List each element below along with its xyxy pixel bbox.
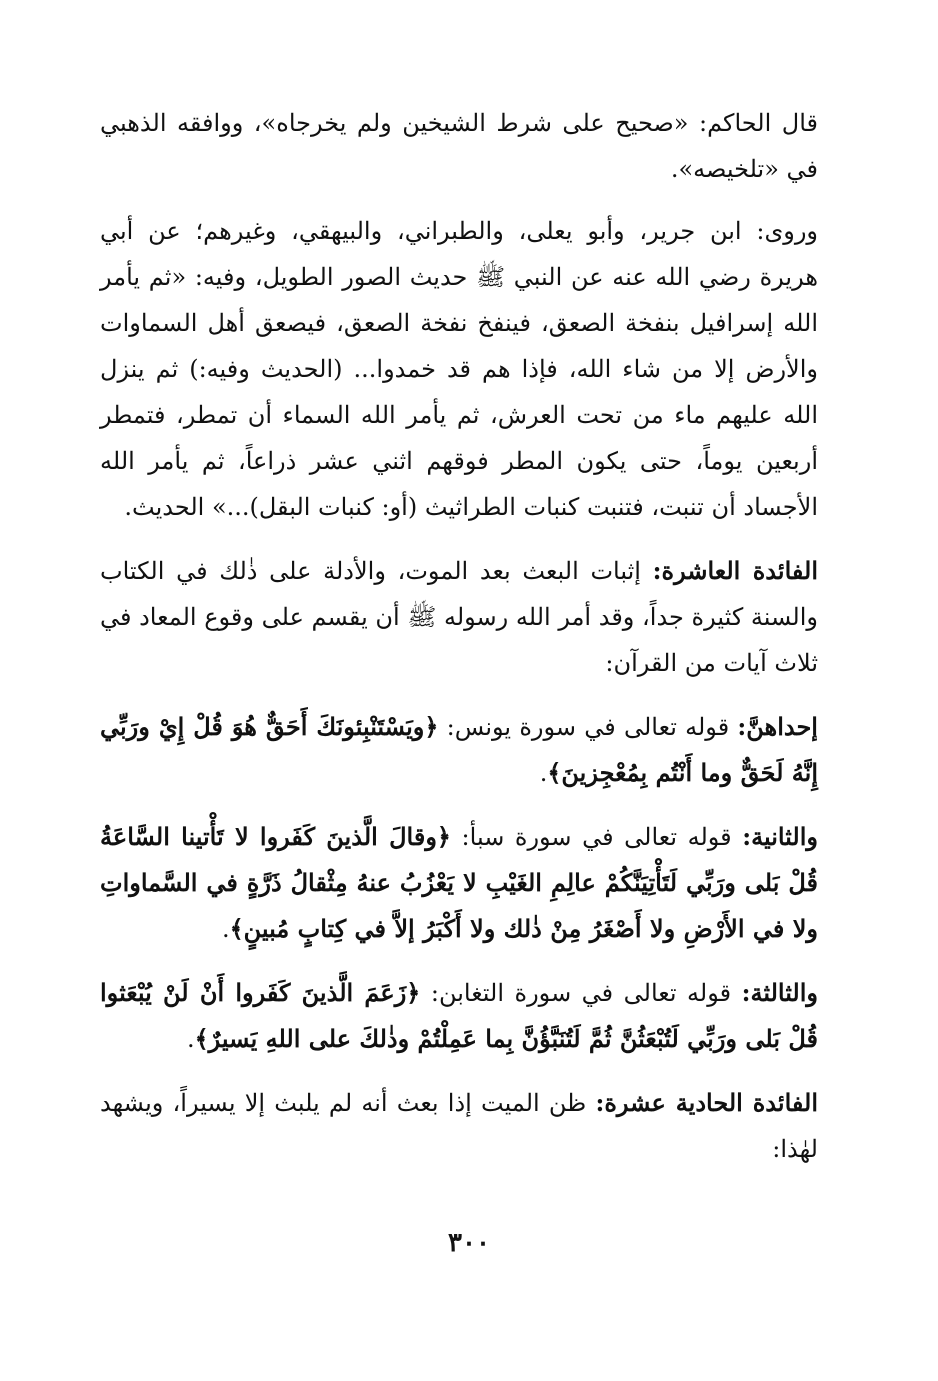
paragraph-text: قوله تعالى في سورة التغابن:	[420, 979, 742, 1007]
paragraph-tail: .	[186, 1025, 195, 1053]
paragraph-text: قوله تعالى في سورة سبأ:	[450, 823, 743, 851]
paragraph-lead: الفائدة الحادية عشرة:	[595, 1088, 819, 1117]
paragraph-second-verse-saba	[100, 814, 818, 952]
page-number: ٣٠٠	[448, 1228, 490, 1258]
paragraph-tenth-benefit	[100, 548, 818, 686]
paragraph-text: ظن الميت إذا بعث أنه لم يلبث إلا يسيراً، ويشهد لهٰذا:	[100, 1089, 818, 1163]
paragraph-text: قوله تعالى في سورة يونس:	[438, 713, 738, 741]
paragraph-eleventh-benefit	[100, 1080, 818, 1172]
paragraph-tail: .	[221, 915, 230, 943]
paragraph-first-verse-yunus	[100, 704, 818, 796]
quran-verse: ﴿ويَسْتَنْبِئونَكَ أَحَقٌّ هُوَ قُلْ إِيْ ورَبِّي إِنَّهُ لَحَقٌّ وما أَنْتُم بِمُعْجِزينَ﴾	[100, 712, 818, 787]
quran-verse: ﴿وقالَ الَّذينَ كَفَروا لا تَأْتينا السَّاعَةُ قُلْ بَلى ورَبِّي لَتَأْتِيَنَّكُمْ عالِمِ الغَيْبِ لا يَعْزُبُ عنهُ مِثْقالُ ذَرَّةٍ في السَّماواتِ ولا في الأَرْضِ ولا أَصْغَرُ مِنْ ذٰلك ولا أَكْبَرُ إلاَّ في كِتابٍ مُبينٍ﴾	[100, 822, 818, 943]
paragraph-text: قال الحاكم: «صحيح على شرط الشيخين ولم يخرجاه»، ووافقه الذهبي في «تلخيصه».	[100, 109, 818, 183]
paragraph-text: وروى: ابن جرير، وأبو يعلى، والطبراني، والبيهقي، وغيرهم؛ عن أبي هريرة رضي الله عنه عن النبي ﷺ حديث الصور الطويل، وفيه: «ثم يأمر الله إسرافيل بنفخة الصعق، فينفخ نفخة الصعق، فيصعق أهل السماوات والأرض إلا من شاء الله، فإذا هم قد خمدوا... (الحديث وفيه:) ثم ينزل الله عليهم ماء من تحت العرش، ثم يأمر الله السماء أن تمطر، فتمطر أربعين يوماً، حتى يكون المطر فوقهم اثني عشر ذراعاً، ثم يأمر الله الأجساد أن تنبت، فتنبت كنبات الطراثيث (أو: كنبات البقل)...» الحديث.	[100, 217, 818, 521]
paragraph-third-verse-taghabun	[100, 970, 818, 1062]
paragraph-lead: إحداهنَّ:	[737, 712, 818, 741]
paragraph-hakim	[100, 100, 818, 192]
paragraph-lead: الفائدة العاشرة:	[652, 556, 819, 585]
paragraph-lead: والثانية:	[742, 822, 818, 851]
paragraph-hadith-sur	[100, 208, 818, 530]
quran-verse: ﴿زَعَمَ الَّذينَ كَفَروا أَنْ لَنْ يُبْعَثوا قُلْ بَلى ورَبِّي لَتُبْعَثُنَّ ثُمَّ لَتُنَبَّؤُنَّ بِما عَمِلْتُمْ وذٰلكَ على اللهِ يَسيرٌ﴾	[100, 978, 818, 1053]
paragraph-lead: والثالثة:	[741, 978, 818, 1007]
paragraph-text: إثبات البعث بعد الموت، والأدلة على ذٰلك في الكتاب والسنة كثيرة جداً، وقد أمر الله رسوله ﷺ أن يقسم على وقوع المعاد في ثلاث آيات من القرآن:	[100, 557, 818, 677]
paragraph-tail: .	[539, 759, 548, 787]
page-body	[100, 100, 818, 1190]
